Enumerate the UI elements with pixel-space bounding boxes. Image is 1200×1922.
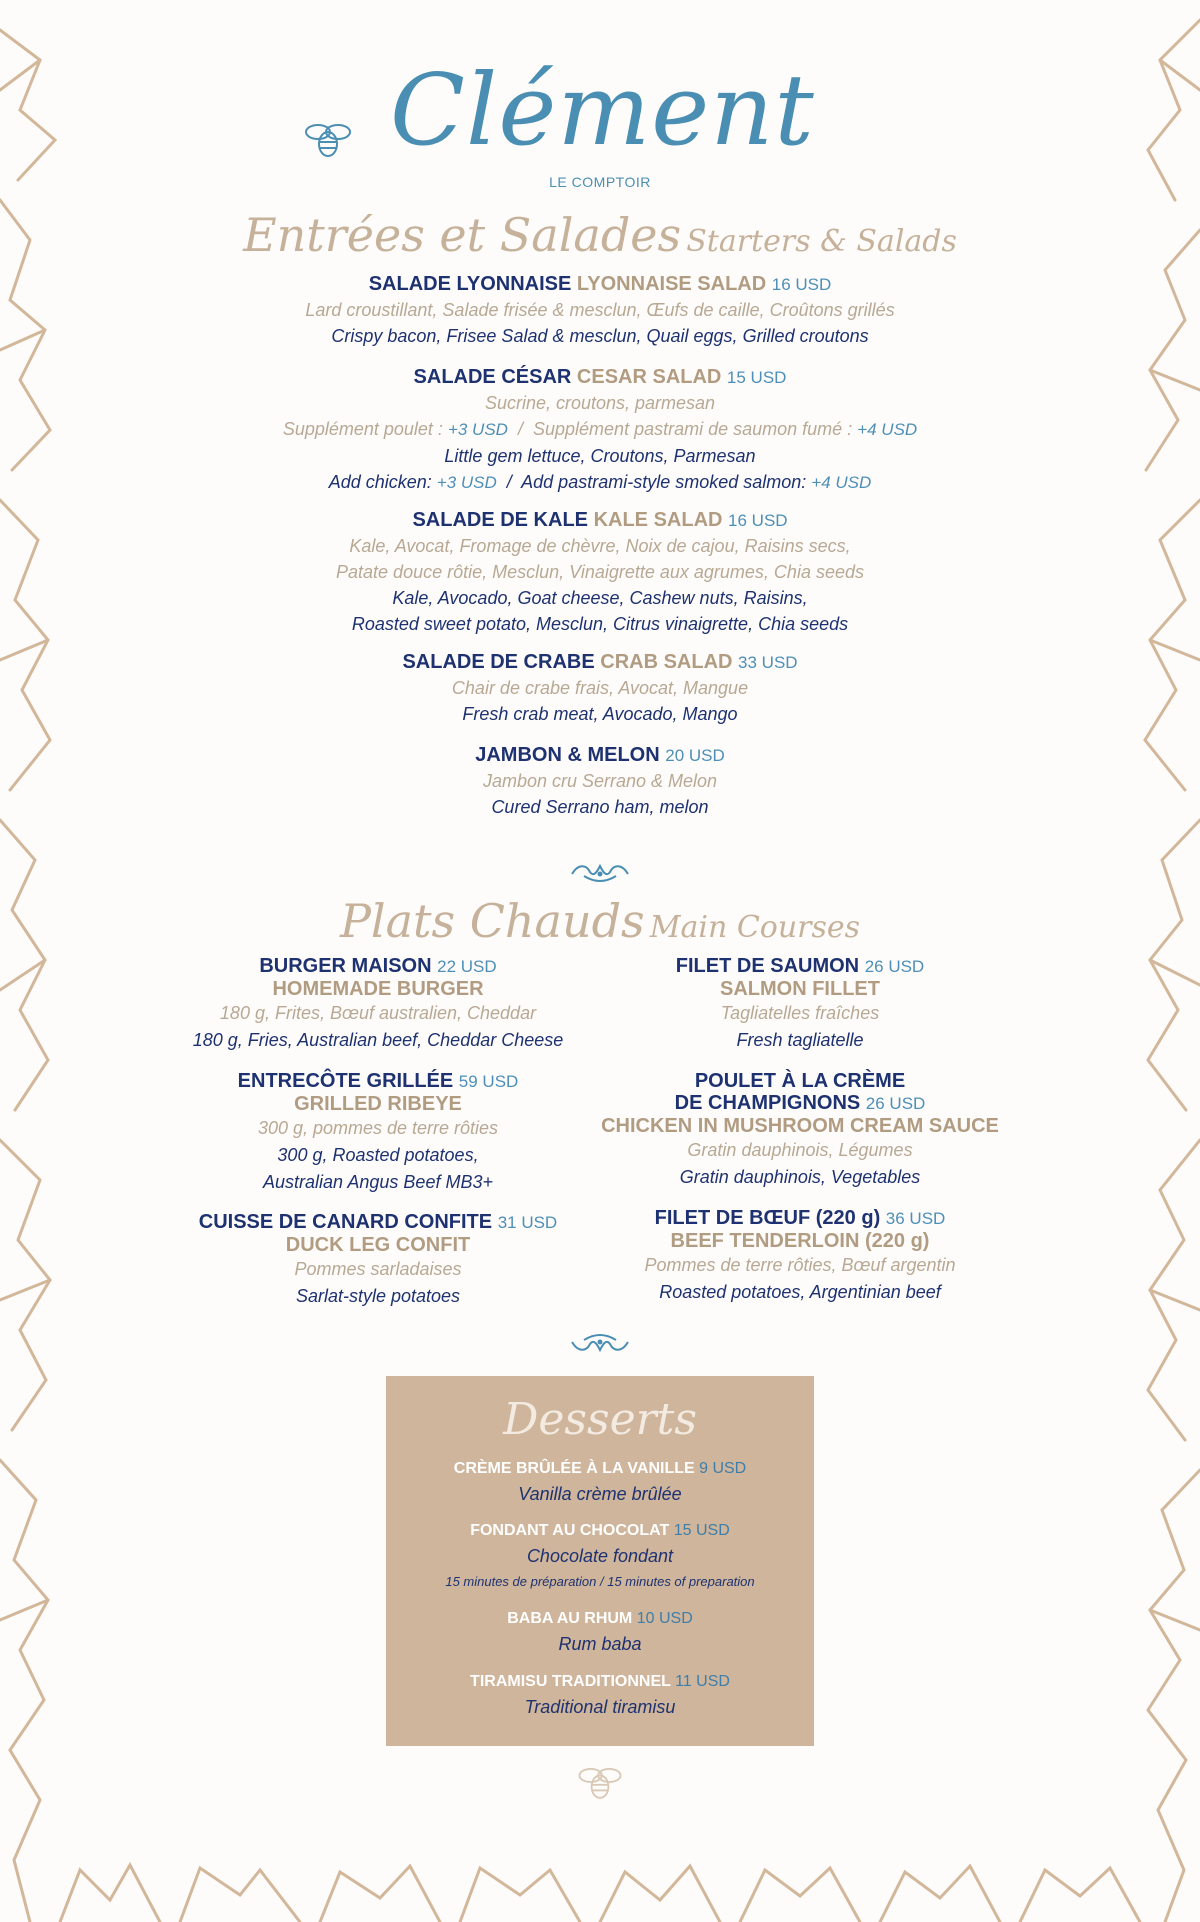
item-desc-en: Kale, Avocado, Goat cheese, Cashew nuts, Raisins, <box>392 588 808 608</box>
section-heading-mains <box>200 894 1000 948</box>
dessert-item <box>386 1671 814 1721</box>
dessert-item <box>386 1608 814 1658</box>
item-desc-en: Fresh crab meat, Avocado, Mango <box>462 704 738 724</box>
item-title: POULET À LA CRÈME <box>694 1070 906 1092</box>
heading-fr: Entrées et Salades <box>243 208 682 262</box>
item-desc-en: Roasted potatoes, Argentinian beef <box>659 1282 941 1302</box>
bee-icon <box>572 1762 628 1802</box>
item-title: CUISSE DE CANARD CONFITE 31 USD <box>198 1211 558 1233</box>
item-title: TIRAMISU TRADITIONNEL 11 USD <box>470 1673 730 1690</box>
item-title-en: DUCK LEG CONFIT <box>285 1234 471 1256</box>
item-desc-en: Chocolate fondant <box>526 1546 674 1566</box>
item-desc-fr: Jambon cru Serrano & Melon <box>482 771 718 791</box>
menu-item-duck <box>168 1211 588 1310</box>
menu-item-cesar <box>200 365 1000 496</box>
item-desc-en: 180 g, Fries, Australian beef, Cheddar Cheese <box>192 1030 564 1050</box>
heading-en: Main Courses <box>649 910 861 945</box>
item-title-en: GRILLED RIBEYE <box>294 1093 462 1115</box>
item-title-en: CHICKEN IN MUSHROOM CREAM SAUCE <box>601 1115 999 1137</box>
heading-fr: Plats Chauds <box>339 894 645 948</box>
item-title: FONDANT AU CHOCOLAT 15 USD <box>470 1522 730 1539</box>
item-desc-en: Fresh tagliatelle <box>736 1030 864 1050</box>
menu-item-chicken <box>590 1070 1010 1191</box>
item-supplement-en: Add chicken: +3 USD / Add pastrami-style smoked salmon: +4 USD <box>328 472 872 492</box>
section-heading-desserts: Desserts <box>503 1394 697 1445</box>
item-title: BABA AU RHUM 10 USD <box>507 1610 693 1627</box>
item-note: 15 minutes de préparation / 15 minutes of preparation <box>445 1574 755 1589</box>
item-desc-fr: Tagliatelles fraîches <box>720 1003 880 1023</box>
item-supplement-fr: Supplément poulet : +3 USD / Supplément pastrami de saumon fumé : +4 USD <box>282 419 918 439</box>
dessert-item <box>386 1458 814 1508</box>
item-desc-fr: Sucrine, croutons, parmesan <box>484 393 716 413</box>
item-title: SALADE CÉSAR CESAR SALAD 15 USD <box>413 366 787 388</box>
item-desc-fr: Lard croustillant, Salade frisée & mesclun, Œufs de caille, Croûtons grillés <box>305 300 895 320</box>
item-desc-fr: 180 g, Frites, Bœuf australien, Cheddar <box>219 1003 537 1023</box>
menu-item-ribeye <box>168 1070 588 1196</box>
item-desc-en: Little gem lettuce, Croutons, Parmesan <box>444 446 756 466</box>
item-desc-en: Traditional tiramisu <box>524 1697 676 1717</box>
item-desc-en: Rum baba <box>558 1634 642 1654</box>
item-desc-fr: Pommes sarladaises <box>294 1259 462 1279</box>
item-title: SALADE DE KALE KALE SALAD 16 USD <box>412 509 788 531</box>
item-desc-fr: Gratin dauphinois, Légumes <box>687 1140 913 1160</box>
dessert-item <box>386 1520 814 1594</box>
item-desc-en: 300 g, Roasted potatoes, <box>277 1145 479 1165</box>
item-desc-en: Cured Serrano ham, melon <box>491 797 709 817</box>
item-desc-fr: 300 g, pommes de terre rôties <box>257 1118 499 1138</box>
menu-item-kale <box>200 508 1000 637</box>
item-title-en: HOMEMADE BURGER <box>272 978 484 1000</box>
item-title: SALADE LYONNAISE LYONNAISE SALAD 16 USD <box>368 273 832 295</box>
item-title: ENTRECÔTE GRILLÉE 59 USD <box>237 1070 519 1092</box>
flourish-ornament <box>568 860 632 884</box>
brand-logo: Clément <box>390 54 815 168</box>
item-desc-fr: Chair de crabe frais, Avocat, Mangue <box>451 678 749 698</box>
item-title: CRÈME BRÛLÉE À LA VANILLE 9 USD <box>453 1460 747 1477</box>
menu-item-jambon <box>200 743 1000 820</box>
item-title: JAMBON & MELON 20 USD <box>475 744 725 766</box>
item-desc-en: Roasted sweet potato, Mesclun, Citrus vinaigrette, Chia seeds <box>351 614 849 634</box>
item-desc-fr: Pommes de terre rôties, Bœuf argentin <box>644 1255 956 1275</box>
menu-item-burger <box>168 955 588 1054</box>
item-desc-en: Sarlat-style potatoes <box>295 1286 461 1306</box>
item-title: FILET DE BŒUF (220 g) 36 USD <box>654 1207 946 1229</box>
menu-item-salmon <box>590 955 1010 1054</box>
desserts-panel <box>386 1376 814 1746</box>
brand-subtitle: LE COMPTOIR <box>549 174 651 190</box>
item-desc-fr: Patate douce rôtie, Mesclun, Vinaigrette aux agrumes, Chia seeds <box>336 562 864 582</box>
section-heading-starters <box>200 208 1000 262</box>
item-title: SALADE DE CRABE CRAB SALAD 33 USD <box>402 651 798 673</box>
menu-item-lyonnaise <box>200 272 1000 349</box>
item-title: FILET DE SAUMON 26 USD <box>675 955 925 977</box>
item-desc-en: Vanilla crème brûlée <box>518 1484 682 1504</box>
item-desc-fr: Kale, Avocat, Fromage de chèvre, Noix de cajou, Raisins secs, <box>349 536 851 556</box>
heading-en: Starters & Salads <box>686 224 957 259</box>
menu-item-crab <box>200 650 1000 727</box>
item-desc-en: Australian Angus Beef MB3+ <box>263 1172 493 1192</box>
item-title: BURGER MAISON 22 USD <box>259 955 497 977</box>
menu-item-beef <box>590 1207 1010 1306</box>
item-desc-en: Crispy bacon, Frisee Salad & mesclun, Quail eggs, Grilled croutons <box>331 326 869 346</box>
item-title-en: SALMON FILLET <box>720 978 880 1000</box>
item-desc-en: Gratin dauphinois, Vegetables <box>679 1167 921 1187</box>
flourish-ornament <box>568 1332 632 1356</box>
item-title-en: BEEF TENDERLOIN (220 g) <box>670 1230 930 1252</box>
bee-icon <box>298 118 358 160</box>
item-title: DE CHAMPIGNONS 26 USD <box>674 1092 926 1114</box>
